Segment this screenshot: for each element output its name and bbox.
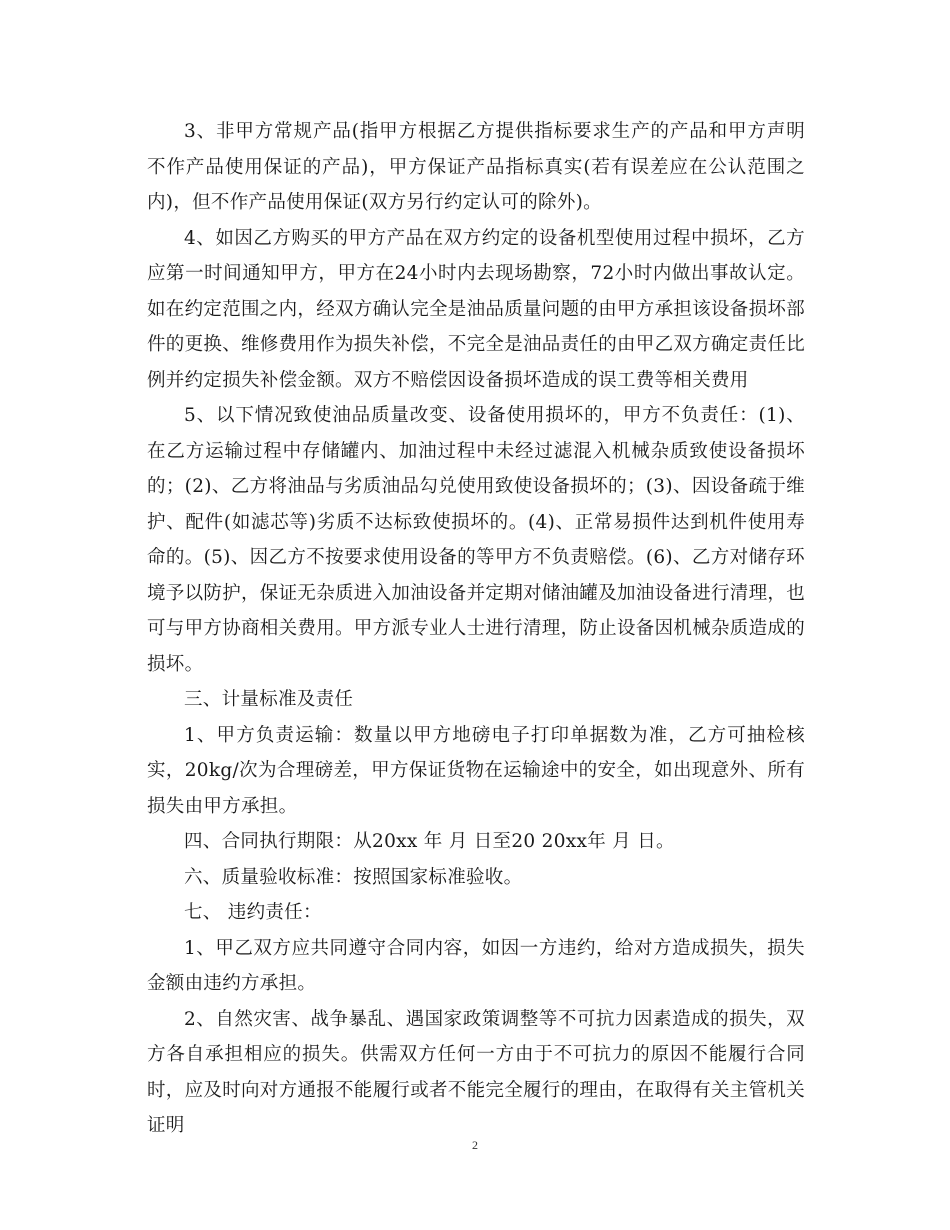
section-heading-measurement: 三、计量标准及责任	[184, 689, 354, 710]
paragraph-clause-5: 5、以下情况致使油品质量改变、设备使用损坏的，甲方不负责任：(1)、在乙方运输过程中存储罐内、加油过程中未经过滤混入机械杂质致使设备损坏的；(2)、乙方将油品与劣质油品勾兑使用致使设备损坏的；(3)、因设备疏于维护、配件(如滤芯等)劣质不达标致使损坏的。(4)、正常易损件达到机件使用寿命的。(5)、因乙方不按要求使用设备的等甲方不负责赔偿。(6)、乙方对储存环境予以防护，保证无杂质进入加油设备并定期对储油罐及加油设备进行清理，也可与甲方协商相关费用。甲方派专业人士进行清理，防止设备因机械杂质造成的损坏。	[147, 405, 806, 675]
page-number: 2	[472, 1138, 478, 1152]
paragraph-clause-3: 3、非甲方常规产品(指甲方根据乙方提供指标要求生产的产品和甲方声明不作产品使用保证的产品)，甲方保证产品指标真实(若有误差应在公认范围之内)，但不作产品使用保证(双方另行约定认可的除外)。	[147, 121, 805, 213]
paragraph-clause-4: 4、如因乙方购买的甲方产品在双方约定的设备机型使用过程中损坏，乙方应第一时间通知甲方，甲方在24小时内去现场勘察，72小时内做出事故认定。如在约定范围之内，经双方确认完全是油品质量问题的由甲方承担该设备损坏部件的更换、维修费用作为损失补偿，不完全是油品责任的由甲乙双方确定责任比例并约定损失补偿金额。双方不赔偿因设备损坏造成的误工费等相关费用	[147, 227, 806, 391]
paragraph-force-majeure: 2、自然灾害、战争暴乱、遇国家政策调整等不可抗力因素造成的损失，双方各自承担相应的损失。供需双方任何一方由于不可抗力的原因不能履行合同时，应及时向对方通报不能履行或者不能完全履行的理由，在取得有关主管机关证明	[147, 1008, 806, 1136]
paragraph-contract-period: 四、合同执行期限：从20xx 年 月 日至20 20xx年 月 日。	[184, 831, 675, 852]
paragraph-quality-acceptance: 六、质量验收标准：按照国家标准验收。	[184, 866, 523, 888]
document-body	[147, 114, 805, 1144]
paragraph-transport: 1、甲方负责运输：数量以甲方地磅电子打印单据数为准，乙方可抽检核实，20kg/次为合理磅差，甲方保证货物在运输途中的安全，如出现意外、所有损失由甲方承担。	[147, 724, 805, 817]
paragraph-breach: 1、甲乙双方应共同遵守合同内容，如因一方违约，给对方造成损失，损失金额由违约方承担。	[147, 937, 805, 994]
section-heading-liability: 七、 违约责任：	[184, 902, 322, 923]
